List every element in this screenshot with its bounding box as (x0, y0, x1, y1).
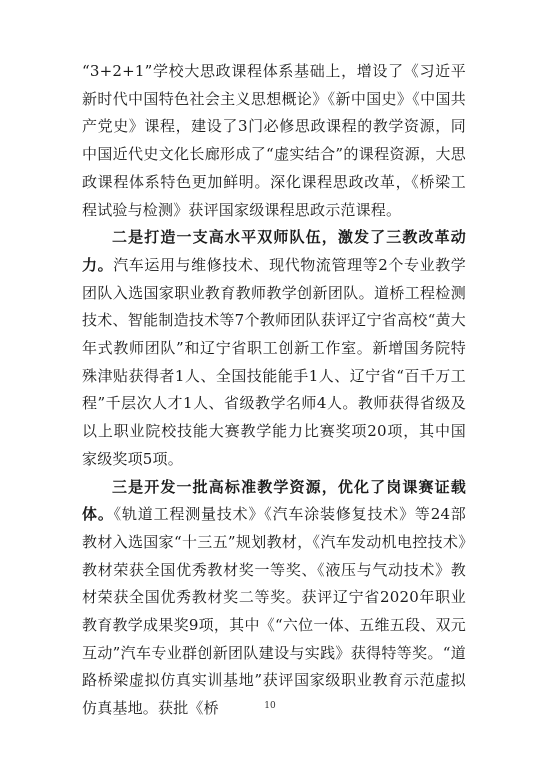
body-text (82, 58, 466, 723)
page-number: 10 (264, 701, 276, 711)
paragraph-1-text: “3+2+1”学校大思政课程体系基础上，增设了《习近平新时代中国特色社会主义思想概论》《新中国史》《中国共产党史》课程，建设了3门必修思政课程的教学资源，同中国近代史文化长廊形成了“虚实结合”的课程资源，大思政课程体系特色更加鲜明。深化课程思政改革，《桥梁工程试验与检测》获评国家级课程思政示范课程。 (82, 62, 466, 219)
paragraph-1 (82, 58, 466, 224)
paragraph-3-text: 《轨道工程测量技术》《汽车涂装修复技术》等24部教材入选国家“十三五”规划教材，《汽车发动机电控技术》教材荣获全国优秀教材奖一等奖、《液压与气动技术》教材荣获全国优秀教材奖二等奖。获评辽宁省2020年职业教育教学成果奖9项，其中《“六位一体、五维五段、双元互动”汽车专业群创新团队建设与实践》获得特等奖。“道路桥梁虚拟仿真实训基地”获评国家级职业教育示范虚拟仿真基地。获批《桥 (82, 505, 467, 718)
paragraph-3-lead: 三是开发一批高标准教学资源，优化了岗课赛证载体。 (82, 477, 466, 524)
paragraph-3 (82, 474, 466, 723)
paragraph-2-lead: 二是打造一支高水平双师队伍，激发了三教改革动力。 (82, 228, 466, 274)
paragraph-2-text: 汽车运用与维修技术、现代物流管理等2个专业教学团队入选国家职业教育教师教学创新团队。道桥工程检测技术、智能制造技术等7个教师团队获评辽宁省高校“黄大年式教师团队”和辽宁省职工创新工作室。新增国务院特殊津贴获得者1人、全国技能能手1人、辽宁省“百千万工程”千层次人才1人、省级教学名师4人。教师获得省级及以上职业院校技能大赛教学能力比赛奖项20项，其中国家级奖项5项。 (82, 255, 466, 468)
paragraph-2 (82, 224, 466, 473)
